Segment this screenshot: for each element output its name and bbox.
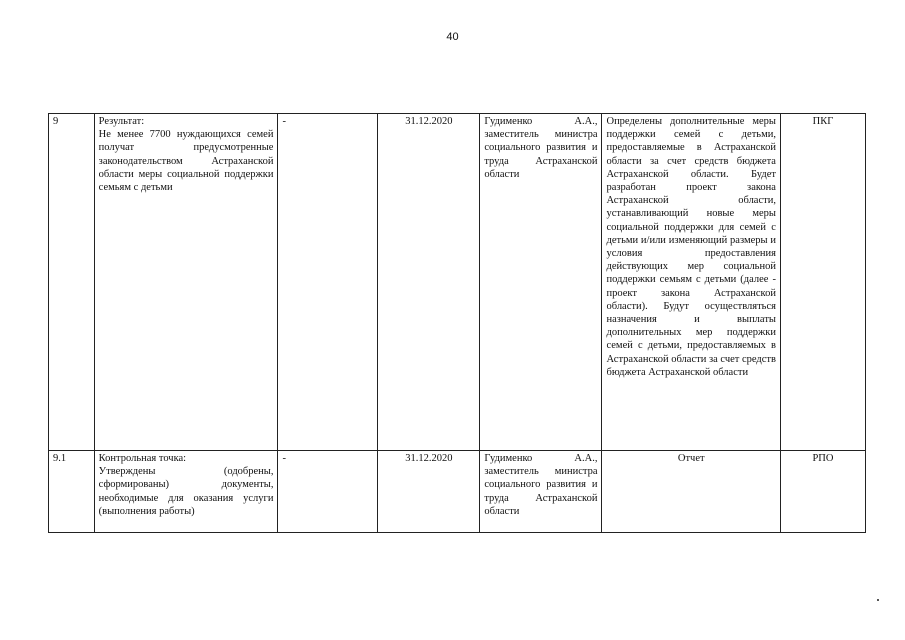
- table-row: [49, 114, 866, 451]
- scan-speck: [877, 599, 879, 601]
- event-cell: [94, 114, 278, 451]
- responsible-cell: Гудименко А.А., заместитель министра социального развития и труда Астраханской области: [480, 451, 602, 533]
- event-title: Результат:: [98, 116, 145, 127]
- result-cell: Определены дополнительные меры поддержки семей с детьми, предоставляемые в Астраханской области за счет средств бюджета Астраханской области. Будет разработан проект закона Астраханской области, устанавливающий новые меры социальной поддержки для семей с детьми и/или изменяющий размеры и условия предоставления действующих мер социальной поддержки семьям с детьми (далее - проект закона Астраханской области). Будут осуществляться назначения и выплаты дополнительных мер поддержки семей с детьми, предоставляемых в Астраханской области за счет средств бюджета Астраханской области: [602, 114, 780, 451]
- table-row: [49, 451, 866, 533]
- event-text: Утверждены (одобрены, сформированы) документы, необходимые для оказания услуги (выполнения работы): [98, 466, 274, 517]
- document-type-cell: РПО: [780, 451, 865, 533]
- date-cell: 31.12.2020: [378, 451, 480, 533]
- event-cell: [94, 451, 278, 533]
- event-title: Контрольная точка:: [98, 453, 187, 464]
- plan-table: [48, 113, 866, 533]
- row-number: 9.1: [49, 451, 95, 533]
- page-number: 40: [446, 31, 459, 43]
- event-text: Не менее 7700 нуждающихся семей получат предусмотренные законодательством Астраханской области меры социальной поддержки семьям с детьми: [98, 129, 274, 194]
- date-cell: 31.12.2020: [378, 114, 480, 451]
- result-cell: Отчет: [602, 451, 780, 533]
- responsible-cell: Гудименко А.А., заместитель министра социального развития и труда Астраханской области: [480, 114, 602, 451]
- dash-cell: -: [278, 114, 378, 451]
- dash-cell: -: [278, 451, 378, 533]
- document-type-cell: ПКГ: [780, 114, 865, 451]
- row-number: 9: [49, 114, 95, 451]
